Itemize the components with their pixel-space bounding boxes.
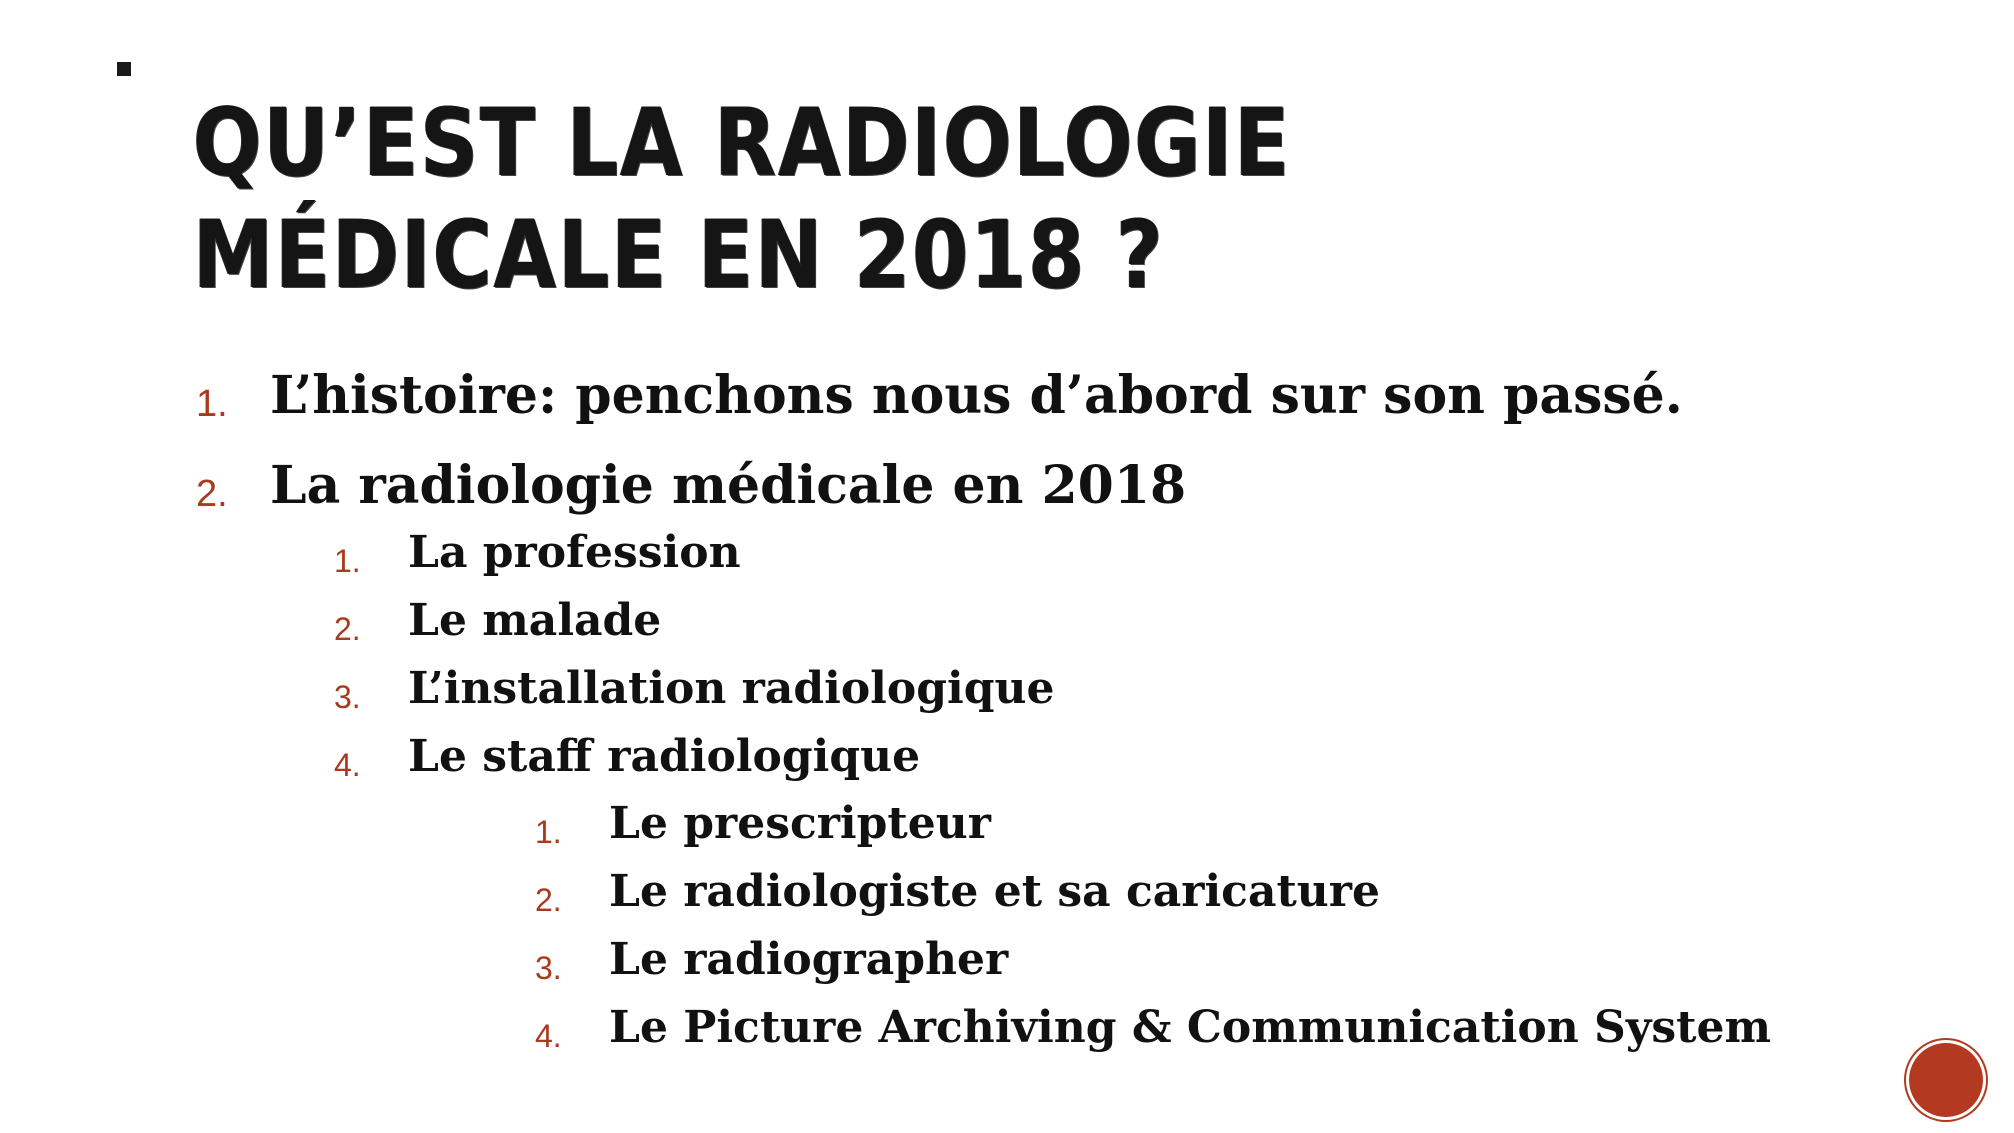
outline-item — [196, 455, 1187, 516]
outline-subitem — [334, 731, 921, 783]
outline-item-text: Le prescripteur — [609, 798, 991, 849]
outline-subsubitem — [535, 798, 991, 850]
outline-item-text: Le Picture Archiving & Communication System — [609, 1002, 1772, 1053]
outline-item-text: Le radiographer — [609, 934, 1009, 985]
outline-item-number: 3. — [334, 679, 361, 715]
outline-item-number: 1. — [535, 814, 562, 850]
outline-item-number: 2. — [196, 473, 228, 515]
slide-title: QU’EST LA RADIOLOGIE MÉDICALE EN 2018 ? — [193, 89, 1292, 310]
outline-subitem — [334, 527, 741, 579]
outline-item-text: Le radiologiste et sa caricature — [609, 866, 1380, 917]
outline-subitem — [334, 663, 1055, 715]
outline-item-number: 2. — [535, 882, 562, 918]
outline-item-number: 4. — [535, 1018, 562, 1054]
outline-item-text: L’installation radiologique — [408, 663, 1055, 714]
outline-subsubitem — [535, 866, 1380, 918]
outline-item-number: 3. — [535, 950, 562, 986]
slide-nav-button[interactable] — [1909, 1043, 1983, 1117]
outline-item-number: 1. — [334, 543, 361, 579]
outline-item-number: 2. — [334, 611, 361, 647]
outline-subsubitem — [535, 1002, 1772, 1054]
outline-item-text: La profession — [408, 527, 741, 578]
outline-item-text: L’histoire: penchons nous d’abord sur son passé. — [270, 365, 1683, 426]
outline-item-text: La radiologie médicale en 2018 — [270, 455, 1187, 516]
outline-item-text: Le staff radiologique — [408, 731, 921, 782]
outline-item — [196, 365, 1683, 426]
outline-item-number: 1. — [196, 383, 228, 425]
outline-subitem — [334, 595, 662, 647]
outline-subsubitem — [535, 934, 1009, 986]
outline-item-text: Le malade — [408, 595, 662, 646]
outline-item-number: 4. — [334, 747, 361, 783]
